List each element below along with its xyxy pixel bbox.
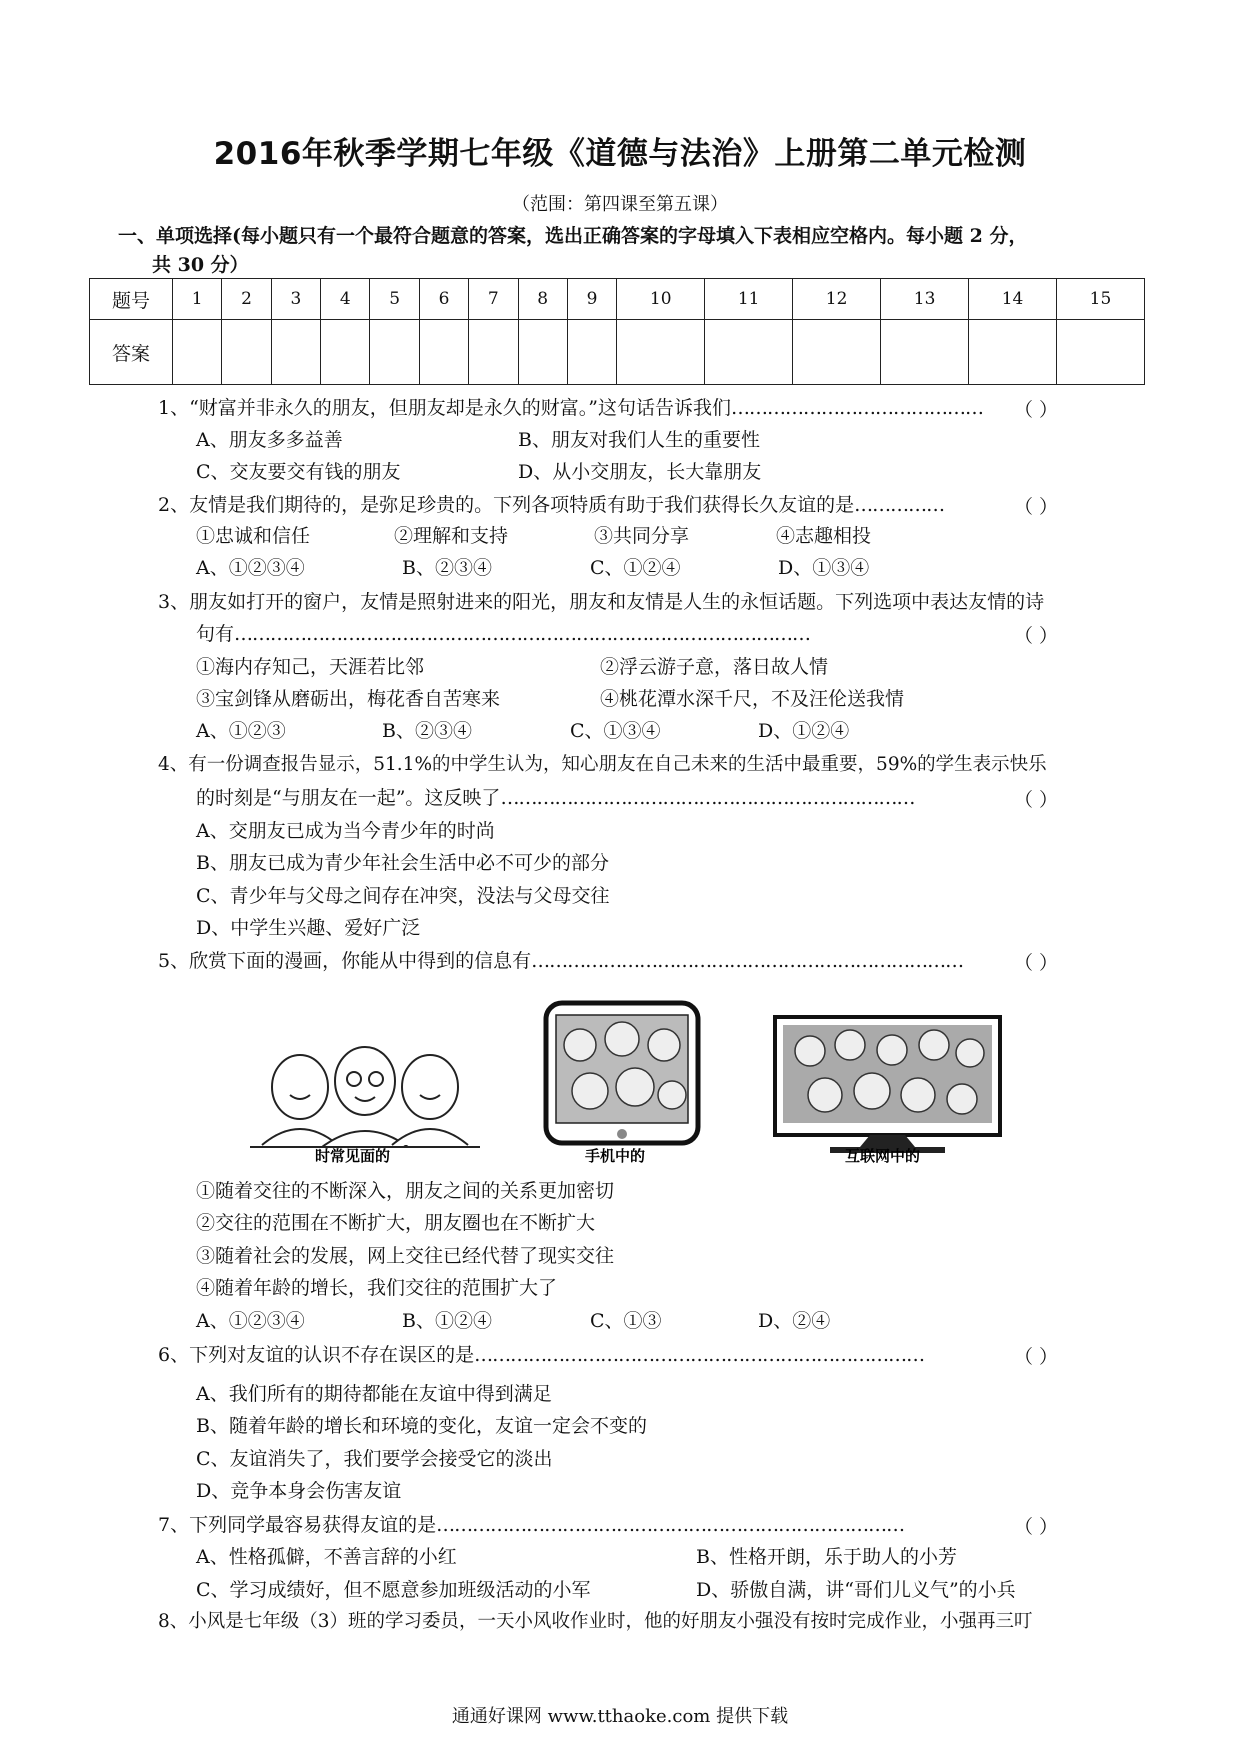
q4-stem-text: 的时刻是“与朋友在一起”。这反映了 [196, 787, 501, 809]
q1-option-a: A、朋友多多益善 [196, 429, 343, 451]
q3-stem-text: 句有 [196, 623, 235, 645]
question-number-cell: 13 [881, 279, 969, 320]
page-subtitle: （范围：第四课至第五课） [512, 194, 728, 215]
q3-stem-line2 [196, 621, 810, 647]
q4-option-b: B、朋友已成为青少年社会生活中必不可少的部分 [196, 852, 609, 874]
q2-option-b: B、②③④ [402, 557, 492, 579]
q2-item-1: ①忠诚和信任 [196, 525, 311, 547]
q6-option-c: C、友谊消失了，我们要学会接受它的淡出 [196, 1448, 553, 1470]
q4-option-d: D、中学生兴趣、爱好广泛 [196, 917, 421, 939]
leader-dots: …………………………………… [731, 397, 984, 419]
question-number-cell: 9 [567, 279, 616, 320]
q1-option-b: B、朋友对我们人生的重要性 [518, 429, 760, 451]
q4-stem-line2 [196, 785, 914, 811]
q6-stem-text: 6、下列对友谊的认识不存在误区的是 [158, 1344, 475, 1366]
q4-option-a: A、交朋友已成为当今青少年的时尚 [196, 820, 495, 842]
comic-panel-phone [546, 1003, 698, 1143]
q5-stem [158, 948, 963, 974]
q7-option-a: A、性格孤僻，不善言辞的小红 [196, 1546, 457, 1568]
q3-option-b: B、②③④ [382, 720, 472, 742]
answer-cell[interactable] [705, 320, 793, 385]
q3-stem-line1: 3、朋友如打开的窗户，友情是照射进来的阳光，朋友和友情是人生的永恒话题。下列选项中表达友情的诗 [158, 591, 1045, 613]
question-number-cell: 7 [469, 279, 518, 320]
q5-option-a: A、①②③④ [196, 1310, 305, 1332]
q6-option-a: A、我们所有的期待都能在友谊中得到满足 [196, 1383, 552, 1405]
answer-cell[interactable] [518, 320, 567, 385]
q3-item-3: ③宝剑锋从磨砺出，梅花香自苦寒来 [196, 688, 501, 710]
q6-stem [158, 1342, 924, 1368]
q2-item-3: ③共同分享 [594, 525, 690, 547]
answer-paren: （ ） [1014, 496, 1059, 518]
q1-option-d: D、从小交朋友，长大靠朋友 [518, 461, 762, 483]
answer-paren: （ ） [1014, 789, 1059, 811]
answer-table-row-header: 题号 [90, 279, 173, 320]
question-number-cell: 10 [617, 279, 705, 320]
q7-stem-text: 7、下列同学最容易获得友谊的是 [158, 1514, 437, 1536]
question-number-cell: 5 [370, 279, 419, 320]
comic-panel-internet [775, 1017, 1000, 1153]
q3-item-1: ①海内存知己，天涯若比邻 [196, 656, 425, 678]
q7-stem [158, 1512, 904, 1538]
answer-table-row-header: 答案 [90, 320, 173, 385]
answer-cell[interactable] [173, 320, 222, 385]
q1-stem [158, 395, 983, 421]
q5-item-4: ④随着年龄的增长，我们交往的范围扩大了 [196, 1277, 558, 1299]
q5-item-1: ①随着交往的不断深入，朋友之间的关系更加密切 [196, 1180, 615, 1202]
friendship-comic-image [250, 995, 1020, 1165]
answer-paren: （ ） [1014, 1516, 1059, 1538]
answer-cell[interactable] [222, 320, 271, 385]
leader-dots: …………………………………………………………………………………… [234, 623, 811, 645]
q2-option-c: C、①②④ [590, 557, 681, 579]
q3-option-d: D、①②④ [758, 720, 850, 742]
q3-item-4: ④桃花潭水深千尺，不及汪伦送我情 [600, 688, 905, 710]
q2-option-a: A、①②③④ [196, 557, 305, 579]
leader-dots: ………………………………………………………………… [474, 1344, 925, 1366]
answer-table-answer-row [90, 320, 1145, 385]
answer-cell[interactable] [419, 320, 468, 385]
question-number-cell: 4 [321, 279, 370, 320]
q7-option-b: B、性格开朗，乐于助人的小芳 [696, 1546, 957, 1568]
q5-stem-text: 5、欣赏下面的漫画，你能从中得到的信息有 [158, 950, 532, 972]
q2-stem-text: 2、友情是我们期待的，是弥足珍贵的。下列各项特质有助于我们获得长久友谊的是 [158, 494, 855, 516]
comic-caption-2: 手机中的 [585, 1147, 646, 1165]
q6-option-d: D、竞争本身会伤害友谊 [196, 1480, 402, 1502]
q2-item-2: ②理解和支持 [394, 525, 509, 547]
comic-panel-face-to-face [250, 1047, 480, 1147]
q6-option-b: B、随着年龄的增长和环境的变化，友谊一定会不变的 [196, 1415, 647, 1437]
q3-item-2: ②浮云游子意，落日故人情 [600, 656, 829, 678]
leader-dots: …………………………………………………………… [500, 787, 915, 809]
q5-option-c: C、①③ [590, 1310, 662, 1332]
q3-option-c: C、①③④ [570, 720, 661, 742]
answer-cell[interactable] [567, 320, 616, 385]
question-number-cell: 1 [173, 279, 222, 320]
q1-option-c: C、交友要交有钱的朋友 [196, 461, 401, 483]
answer-cell[interactable] [370, 320, 419, 385]
q4-stem-line1: 4、有一份调查报告显示，51.1%的中学生认为，知心朋友在自己未来的生活中最重要，59%的学生表示快乐 [158, 754, 1047, 775]
section-heading-line1: 一、单项选择(每小题只有一个最符合题意的答案，选出正确答案的字母填入下表相应空格内。每小题 2 分， [118, 225, 1028, 247]
leader-dots: …………………………………………………………………… [436, 1514, 905, 1536]
q2-item-4: ④志趣相投 [776, 525, 872, 547]
question-number-cell: 2 [222, 279, 271, 320]
q5-item-3: ③随着社会的发展，网上交往已经代替了现实交往 [196, 1245, 615, 1267]
answer-cell[interactable] [1057, 320, 1145, 385]
q8-stem: 8、小风是七年级（3）班的学习委员，一天小风收作业时，他的好朋友小强没有按时完成作业，小强再三叮 [158, 1611, 1033, 1632]
q2-option-d: D、①③④ [778, 557, 870, 579]
leader-dots: …………… [854, 494, 945, 516]
page-title: 2016年秋季学期七年级《道德与法治》上册第二单元检测 [213, 136, 1027, 172]
answer-paren: （ ） [1014, 625, 1059, 647]
q2-stem [158, 492, 944, 518]
page-footer: 通通好课网 www.tthaoke.com 提供下载 [451, 1706, 789, 1727]
question-number-cell: 12 [793, 279, 881, 320]
q1-stem-text: 1、“财富并非永久的朋友，但朋友却是永久的财富。”这句话告诉我们 [158, 397, 732, 419]
comic-caption-1: 时常见面的 [315, 1147, 391, 1165]
leader-dots: ……………………………………………………………… [531, 950, 964, 972]
answer-paren: （ ） [1014, 399, 1059, 421]
answer-cell[interactable] [793, 320, 881, 385]
q5-option-d: D、②④ [758, 1310, 831, 1332]
q5-option-b: B、①②④ [402, 1310, 492, 1332]
question-number-cell: 11 [705, 279, 793, 320]
q3-option-a: A、①②③ [196, 720, 286, 742]
question-number-cell: 3 [271, 279, 320, 320]
answer-table-number-row [90, 279, 1145, 320]
question-number-cell: 14 [969, 279, 1057, 320]
question-number-cell: 15 [1057, 279, 1145, 320]
question-number-cell: 6 [419, 279, 468, 320]
answer-cell[interactable] [969, 320, 1057, 385]
section-heading [118, 222, 1148, 280]
answer-cell[interactable] [469, 320, 518, 385]
section-heading-line2: 共 30 分） [152, 254, 249, 276]
q7-option-c: C、学习成绩好，但不愿意参加班级活动的小军 [196, 1579, 591, 1601]
comic-caption-3: 互联网中的 [845, 1147, 921, 1165]
answer-table [89, 278, 1145, 385]
answer-cell[interactable] [271, 320, 320, 385]
answer-paren: （ ） [1014, 952, 1059, 974]
answer-cell[interactable] [321, 320, 370, 385]
answer-cell[interactable] [617, 320, 705, 385]
answer-paren: （ ） [1014, 1346, 1059, 1368]
answer-cell[interactable] [881, 320, 969, 385]
q4-option-c: C、青少年与父母之间存在冲突，没法与父母交往 [196, 885, 610, 907]
q7-option-d: D、骄傲自满，讲“哥们儿义气”的小兵 [696, 1579, 1016, 1601]
question-number-cell: 8 [518, 279, 567, 320]
q5-item-2: ②交往的范围在不断扩大，朋友圈也在不断扩大 [196, 1212, 596, 1234]
